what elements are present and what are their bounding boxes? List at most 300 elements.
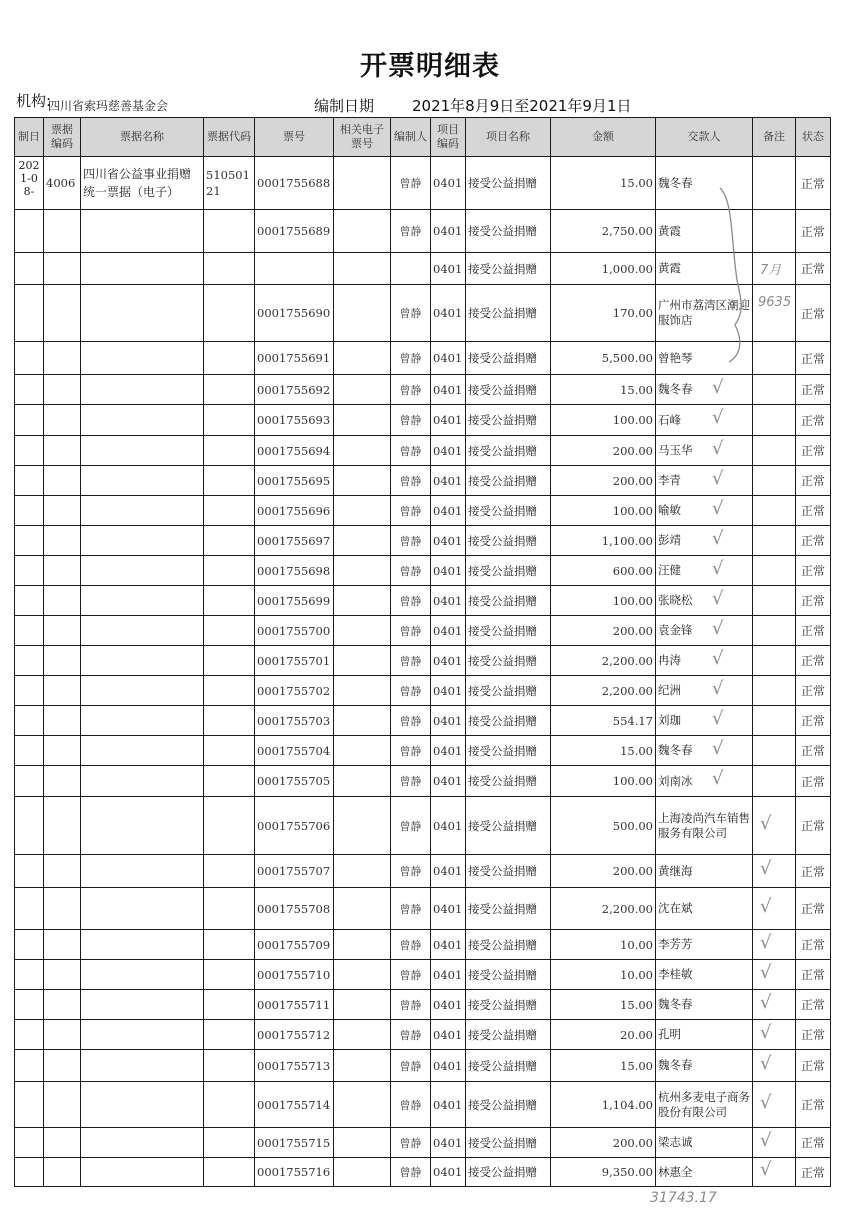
- cell-project-code: 0401: [431, 736, 466, 766]
- cell-project-code: 0401: [431, 960, 466, 990]
- cell-bill-code: [204, 466, 255, 496]
- cell-maker: 曾静: [391, 616, 431, 646]
- cell-bill-code: [204, 990, 255, 1020]
- cell-status: 正常: [796, 405, 831, 436]
- cell-date: [15, 1050, 44, 1082]
- table-row: [15, 736, 831, 766]
- cell-bill-number: 0001755715: [255, 1128, 334, 1158]
- cell-project-name: 接受公益捐赠: [466, 888, 551, 930]
- cell-date: [15, 1020, 44, 1050]
- cell-bill-code: [204, 285, 255, 342]
- column-header: 票号: [255, 118, 334, 157]
- cell-project-name: 接受公益捐赠: [466, 930, 551, 960]
- check-mark-icon: √: [712, 527, 724, 549]
- cell-amount: 1,000.00: [551, 253, 656, 285]
- cell-status: 正常: [796, 1020, 831, 1050]
- check-mark-icon: √: [760, 1052, 772, 1074]
- cell-bill-code: [204, 496, 255, 526]
- cell-payer: 张晓松: [656, 586, 753, 616]
- cell-bill-name: [81, 210, 204, 253]
- cell-related-e-number: [334, 1020, 391, 1050]
- cell-project-name: 接受公益捐赠: [466, 990, 551, 1020]
- cell-status: 正常: [796, 496, 831, 526]
- cell-bill-number: 0001755716: [255, 1158, 334, 1187]
- cell-project-code: 0401: [431, 375, 466, 405]
- cell-project-code: 0401: [431, 556, 466, 586]
- table-row: [15, 342, 831, 375]
- cell-payer: 李桂敏: [656, 960, 753, 990]
- cell-project-name: 接受公益捐赠: [466, 766, 551, 797]
- cell-date: [15, 616, 44, 646]
- cell-related-e-number: [334, 766, 391, 797]
- cell-amount: 100.00: [551, 766, 656, 797]
- cell-status: 正常: [796, 586, 831, 616]
- cell-payer: 黄霞: [656, 210, 753, 253]
- table-row: [15, 405, 831, 436]
- cell-status: 正常: [796, 526, 831, 556]
- table-row: [15, 375, 831, 405]
- table-row: [15, 990, 831, 1020]
- cell-project-code: 0401: [431, 616, 466, 646]
- handwritten-total: 31743.17: [650, 1190, 717, 1206]
- cell-bill-number: 0001755711: [255, 990, 334, 1020]
- cell-bill-type-code: [44, 797, 81, 855]
- cell-amount: 554.17: [551, 706, 656, 736]
- cell-bill-name: [81, 960, 204, 990]
- cell-payer: 魏冬春: [656, 736, 753, 766]
- cell-bill-number: 0001755704: [255, 736, 334, 766]
- cell-related-e-number: [334, 157, 391, 210]
- cell-bill-type-code: [44, 496, 81, 526]
- cell-bill-type-code: [44, 526, 81, 556]
- cell-bill-code: [204, 1158, 255, 1187]
- org-value: 四川省索玛慈善基金会: [48, 99, 169, 113]
- cell-project-name: 接受公益捐赠: [466, 253, 551, 285]
- column-header: 票据编码: [44, 118, 81, 157]
- cell-payer: 纪洲: [656, 676, 753, 706]
- cell-bill-name: [81, 496, 204, 526]
- cell-maker: 曾静: [391, 526, 431, 556]
- cell-related-e-number: [334, 736, 391, 766]
- column-header: 金额: [551, 118, 656, 157]
- cell-date: [15, 210, 44, 253]
- cell-bill-code: [204, 210, 255, 253]
- cell-payer: 汪健: [656, 556, 753, 586]
- cell-related-e-number: [334, 526, 391, 556]
- cell-related-e-number: [334, 1158, 391, 1187]
- cell-maker: 曾静: [391, 766, 431, 797]
- cell-related-e-number: [334, 676, 391, 706]
- cell-maker: 曾静: [391, 736, 431, 766]
- cell-bill-name: [81, 706, 204, 736]
- cell-date: [15, 556, 44, 586]
- cell-remark: [753, 436, 796, 466]
- cell-amount: 10.00: [551, 930, 656, 960]
- cell-bill-number: 0001755695: [255, 466, 334, 496]
- cell-bill-number: 0001755702: [255, 676, 334, 706]
- cell-status: 正常: [796, 466, 831, 496]
- cell-bill-name: [81, 1128, 204, 1158]
- cell-bill-number: 0001755705: [255, 766, 334, 797]
- column-header: 备注: [753, 118, 796, 157]
- cell-status: 正常: [796, 855, 831, 888]
- cell-bill-type-code: [44, 616, 81, 646]
- cell-amount: 2,750.00: [551, 210, 656, 253]
- cell-remark: [753, 646, 796, 676]
- cell-maker: 曾静: [391, 436, 431, 466]
- date-value: 2021年8月9日至2021年9月1日: [412, 97, 632, 115]
- cell-payer: 梁志诚: [656, 1128, 753, 1158]
- cell-bill-type-code: [44, 405, 81, 436]
- cell-bill-code: [204, 1128, 255, 1158]
- cell-project-name: 接受公益捐赠: [466, 285, 551, 342]
- cell-status: 正常: [796, 342, 831, 375]
- cell-project-name: 接受公益捐赠: [466, 1050, 551, 1082]
- check-mark-icon: √: [712, 707, 724, 729]
- cell-amount: 200.00: [551, 1128, 656, 1158]
- cell-project-name: 接受公益捐赠: [466, 960, 551, 990]
- table-row: [15, 1158, 831, 1187]
- column-header: 项目编码: [431, 118, 466, 157]
- cell-date: [15, 436, 44, 466]
- cell-amount: 1,100.00: [551, 526, 656, 556]
- table-row: [15, 888, 831, 930]
- cell-remark: [753, 157, 796, 210]
- cell-bill-name: [81, 797, 204, 855]
- cell-remark: [753, 466, 796, 496]
- cell-payer: 黄继海: [656, 855, 753, 888]
- column-header: 制日: [15, 118, 44, 157]
- cell-payer: 杭州多麦电子商务股份有限公司: [656, 1082, 753, 1128]
- cell-bill-name: [81, 342, 204, 375]
- cell-bill-name: [81, 285, 204, 342]
- cell-remark: [753, 736, 796, 766]
- cell-amount: 500.00: [551, 797, 656, 855]
- check-mark-icon: √: [760, 858, 772, 879]
- cell-bill-type-code: [44, 1050, 81, 1082]
- cell-bill-name: [81, 1158, 204, 1187]
- cell-bill-number: 0001755706: [255, 797, 334, 855]
- table-row: [15, 210, 831, 253]
- cell-bill-number: 0001755700: [255, 616, 334, 646]
- table-row: [15, 285, 831, 342]
- cell-project-code: 0401: [431, 342, 466, 375]
- cell-project-name: 接受公益捐赠: [466, 210, 551, 253]
- cell-bill-type-code: [44, 436, 81, 466]
- cell-amount: 100.00: [551, 586, 656, 616]
- cell-bill-number: 0001755696: [255, 496, 334, 526]
- cell-date: [15, 766, 44, 797]
- cell-project-code: 0401: [431, 706, 466, 736]
- cell-status: 正常: [796, 436, 831, 466]
- table-row: [15, 706, 831, 736]
- cell-payer: 冉涛: [656, 646, 753, 676]
- cell-bill-code: [204, 1050, 255, 1082]
- cell-remark: [753, 496, 796, 526]
- check-mark-icon: √: [760, 961, 772, 983]
- cell-date: [15, 1082, 44, 1128]
- table-header: [15, 118, 831, 157]
- table-row: [15, 1020, 831, 1050]
- cell-bill-code: [204, 930, 255, 960]
- table-row: [15, 556, 831, 586]
- check-mark-icon: √: [712, 768, 724, 789]
- cell-remark: [753, 766, 796, 797]
- cell-bill-name: [81, 990, 204, 1020]
- cell-bill-code: [204, 676, 255, 706]
- cell-amount: 100.00: [551, 496, 656, 526]
- cell-bill-type-code: [44, 556, 81, 586]
- cell-bill-name: [81, 646, 204, 676]
- cell-payer: 刘南冰: [656, 766, 753, 797]
- cell-bill-name: [81, 855, 204, 888]
- cell-payer: 魏冬春: [656, 157, 753, 210]
- check-mark-icon: √: [712, 587, 724, 609]
- cell-status: 正常: [796, 646, 831, 676]
- check-mark-icon: √: [712, 376, 724, 398]
- cell-bill-number: 0001755712: [255, 1020, 334, 1050]
- cell-remark: [753, 342, 796, 375]
- cell-related-e-number: [334, 990, 391, 1020]
- cell-maker: 曾静: [391, 1158, 431, 1187]
- org-label: 机构:: [16, 92, 52, 110]
- cell-remark: [753, 1050, 796, 1082]
- cell-project-name: 接受公益捐赠: [466, 556, 551, 586]
- cell-status: 正常: [796, 990, 831, 1020]
- cell-bill-type-code: [44, 706, 81, 736]
- cell-related-e-number: [334, 646, 391, 676]
- cell-maker: 曾静: [391, 1050, 431, 1082]
- cell-remark: [753, 1128, 796, 1158]
- cell-bill-name: [81, 1082, 204, 1128]
- table-row: [15, 960, 831, 990]
- cell-remark: [753, 1082, 796, 1128]
- cell-status: 正常: [796, 797, 831, 855]
- table-row: [15, 496, 831, 526]
- cell-project-name: 接受公益捐赠: [466, 1128, 551, 1158]
- cell-maker: 曾静: [391, 157, 431, 210]
- cell-bill-code: [204, 586, 255, 616]
- cell-maker: 曾静: [391, 855, 431, 888]
- cell-bill-number: 0001755703: [255, 706, 334, 736]
- cell-related-e-number: [334, 1082, 391, 1128]
- cell-amount: 200.00: [551, 436, 656, 466]
- cell-remark: [753, 797, 796, 855]
- cell-amount: 15.00: [551, 1050, 656, 1082]
- cell-bill-name: [81, 616, 204, 646]
- cell-date: [15, 526, 44, 556]
- cell-bill-type-code: [44, 960, 81, 990]
- cell-date: [15, 586, 44, 616]
- cell-amount: 2,200.00: [551, 888, 656, 930]
- cell-bill-code: [204, 706, 255, 736]
- table-row: [15, 855, 831, 888]
- cell-date: [15, 855, 44, 888]
- cell-project-code: 0401: [431, 586, 466, 616]
- cell-project-code: 0401: [431, 526, 466, 556]
- cell-bill-number: 0001755691: [255, 342, 334, 375]
- table-row: [15, 616, 831, 646]
- cell-bill-code: [204, 736, 255, 766]
- cell-maker: 曾静: [391, 676, 431, 706]
- page-title: 开票明细表: [360, 51, 500, 82]
- column-header: 编制人: [391, 118, 431, 157]
- cell-date: [15, 990, 44, 1020]
- cell-maker: 曾静: [391, 1128, 431, 1158]
- handwritten-amount-note: 9635: [758, 295, 792, 310]
- cell-payer: 孔明: [656, 1020, 753, 1050]
- check-mark-icon: √: [760, 1129, 772, 1151]
- cell-bill-name: [81, 766, 204, 797]
- cell-bill-code: [204, 797, 255, 855]
- cell-bill-type-code: [44, 676, 81, 706]
- check-mark-icon: √: [712, 437, 724, 459]
- cell-status: 正常: [796, 960, 831, 990]
- cell-related-e-number: [334, 616, 391, 646]
- column-header: 状态: [796, 118, 831, 157]
- table-row: [15, 586, 831, 616]
- cell-related-e-number: [334, 930, 391, 960]
- cell-project-name: 接受公益捐赠: [466, 1082, 551, 1128]
- cell-status: 正常: [796, 888, 831, 930]
- cell-project-name: 接受公益捐赠: [466, 1020, 551, 1050]
- check-mark-icon: √: [712, 407, 724, 428]
- cell-bill-type-code: [44, 342, 81, 375]
- cell-date: [15, 1128, 44, 1158]
- cell-bill-type-code: [44, 285, 81, 342]
- cell-bill-name: [81, 1020, 204, 1050]
- cell-project-code: 0401: [431, 405, 466, 436]
- cell-related-e-number: [334, 253, 391, 285]
- cell-remark: [753, 1158, 796, 1187]
- cell-project-code: 0401: [431, 253, 466, 285]
- check-mark-icon: √: [712, 497, 724, 519]
- table-row: [15, 157, 831, 210]
- cell-remark: [753, 930, 796, 960]
- cell-project-code: 0401: [431, 676, 466, 706]
- cell-maker: 曾静: [391, 586, 431, 616]
- cell-status: 正常: [796, 210, 831, 253]
- cell-project-code: 0401: [431, 646, 466, 676]
- cell-maker: [391, 253, 431, 285]
- cell-bill-type-code: [44, 1020, 81, 1050]
- cell-date: [15, 736, 44, 766]
- cell-bill-name: [81, 586, 204, 616]
- cell-bill-type-code: [44, 1082, 81, 1128]
- cell-bill-code: [204, 405, 255, 436]
- table-row: [15, 253, 831, 285]
- handwritten-month-note: 7月: [760, 263, 782, 278]
- cell-date: [15, 646, 44, 676]
- cell-project-code: 0401: [431, 1050, 466, 1082]
- cell-bill-number: 0001755693: [255, 405, 334, 436]
- cell-maker: 曾静: [391, 706, 431, 736]
- cell-remark: [753, 586, 796, 616]
- cell-remark: [753, 990, 796, 1020]
- cell-related-e-number: [334, 960, 391, 990]
- cell-status: 正常: [796, 930, 831, 960]
- cell-date: [15, 496, 44, 526]
- cell-bill-type-code: [44, 766, 81, 797]
- cell-status: 正常: [796, 766, 831, 797]
- check-mark-icon: √: [760, 931, 772, 953]
- cell-related-e-number: [334, 855, 391, 888]
- cell-bill-code: [204, 960, 255, 990]
- cell-related-e-number: [334, 797, 391, 855]
- cell-amount: 15.00: [551, 990, 656, 1020]
- check-mark-icon: √: [760, 1159, 772, 1180]
- cell-bill-code: [204, 766, 255, 797]
- cell-maker: 曾静: [391, 646, 431, 676]
- table-row: [15, 676, 831, 706]
- cell-project-code: 0401: [431, 888, 466, 930]
- cell-bill-code: [204, 556, 255, 586]
- cell-bill-name: [81, 253, 204, 285]
- cell-related-e-number: [334, 375, 391, 405]
- cell-project-code: 0401: [431, 1158, 466, 1187]
- cell-payer: 喻敏: [656, 496, 753, 526]
- cell-project-name: 接受公益捐赠: [466, 797, 551, 855]
- cell-bill-name: [81, 736, 204, 766]
- cell-status: 正常: [796, 706, 831, 736]
- cell-bill-type-code: [44, 855, 81, 888]
- cell-payer: 刘珈: [656, 706, 753, 736]
- cell-maker: 曾静: [391, 1082, 431, 1128]
- cell-project-name: 接受公益捐赠: [466, 496, 551, 526]
- check-mark-icon: √: [712, 677, 724, 699]
- cell-remark: [753, 375, 796, 405]
- cell-bill-number: 0001755694: [255, 436, 334, 466]
- cell-project-code: 0401: [431, 1128, 466, 1158]
- cell-status: 正常: [796, 253, 831, 285]
- cell-related-e-number: [334, 1050, 391, 1082]
- cell-amount: 600.00: [551, 556, 656, 586]
- cell-date: [15, 342, 44, 375]
- cell-related-e-number: [334, 436, 391, 466]
- cell-status: 正常: [796, 556, 831, 586]
- cell-bill-code: [204, 888, 255, 930]
- cell-bill-number: 0001755707: [255, 855, 334, 888]
- cell-project-code: 0401: [431, 436, 466, 466]
- cell-amount: 100.00: [551, 405, 656, 436]
- cell-payer: 李芳芳: [656, 930, 753, 960]
- cell-bill-type-code: [44, 253, 81, 285]
- cell-maker: 曾静: [391, 930, 431, 960]
- cell-remark: [753, 1020, 796, 1050]
- cell-payer: 魏冬春: [656, 375, 753, 405]
- column-header: 项目名称: [466, 118, 551, 157]
- cell-maker: 曾静: [391, 285, 431, 342]
- cell-bill-type-code: [44, 1158, 81, 1187]
- cell-amount: 9,350.00: [551, 1158, 656, 1187]
- cell-remark: [753, 960, 796, 990]
- cell-related-e-number: [334, 210, 391, 253]
- cell-amount: 200.00: [551, 466, 656, 496]
- cell-project-name: 接受公益捐赠: [466, 405, 551, 436]
- cell-bill-code: [204, 342, 255, 375]
- cell-project-name: 接受公益捐赠: [466, 676, 551, 706]
- cell-bill-code: [204, 855, 255, 888]
- cell-date: [15, 375, 44, 405]
- cell-related-e-number: [334, 285, 391, 342]
- cell-bill-name: [81, 888, 204, 930]
- cell-bill-name: [81, 556, 204, 586]
- table-row: [15, 1082, 831, 1128]
- cell-related-e-number: [334, 556, 391, 586]
- cell-bill-number: 0001755714: [255, 1082, 334, 1128]
- table-row: [15, 436, 831, 466]
- cell-related-e-number: [334, 342, 391, 375]
